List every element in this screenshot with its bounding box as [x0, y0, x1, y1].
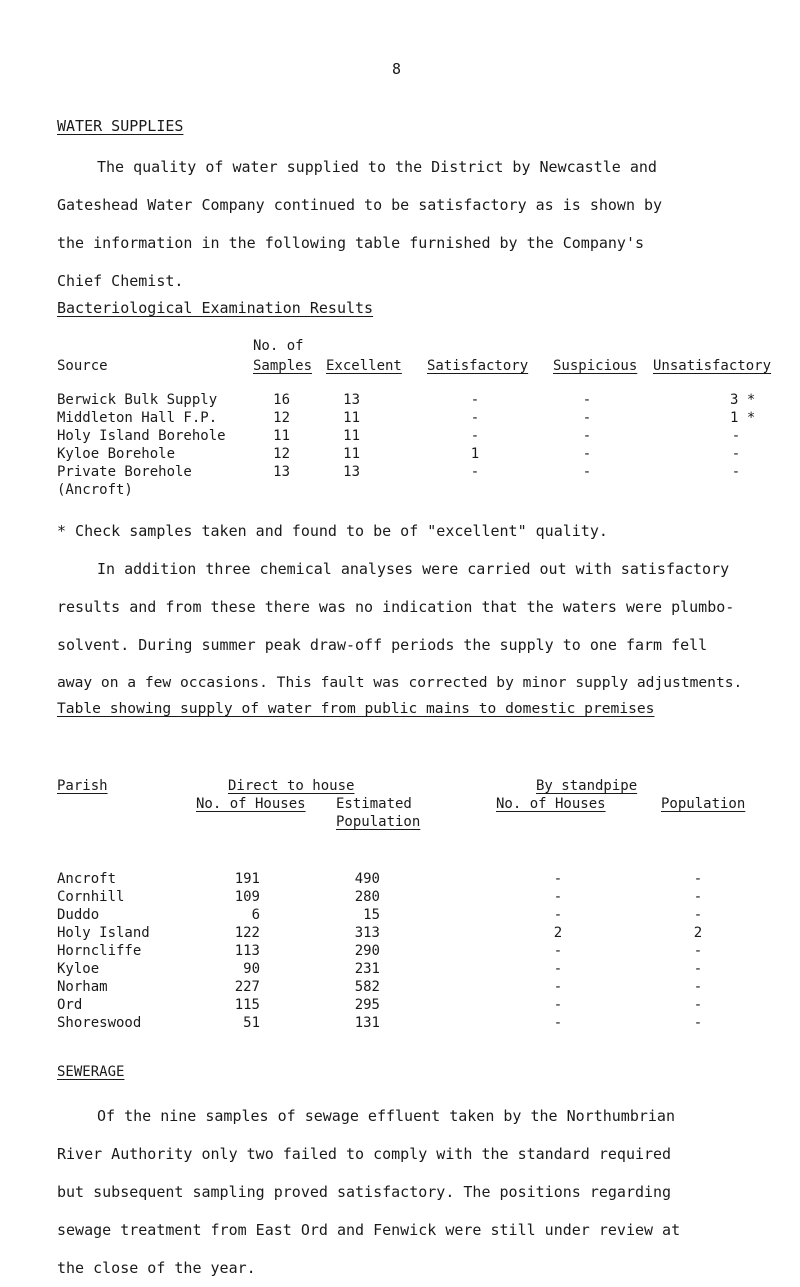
header-standpipe-houses: No. of Houses: [496, 796, 606, 812]
table-cell-sp-population: -: [693, 979, 703, 995]
table-cell-unsatisfactory: -: [731, 428, 741, 444]
intro-paragraph: [57, 148, 777, 300]
intro-line: Gateshead Water Company continued to be satisfactory as is shown by: [57, 196, 663, 214]
table-row-parish: Ancroft: [57, 871, 117, 887]
table-row-source: Berwick Bulk Supply: [57, 392, 218, 408]
table-row-parish: Shoreswood: [57, 1015, 142, 1031]
table-cell-houses: 227: [234, 979, 260, 995]
chemical-line: results and from these there was no indication that the waters were plumbo-: [57, 598, 735, 616]
table-cell-sp-houses: -: [553, 979, 563, 995]
chemical-line: solvent. During summer peak draw-off periods the supply to one farm fell: [57, 636, 708, 654]
table-cell-sp-population: -: [693, 1015, 703, 1031]
table-cell-houses: 51: [243, 1015, 260, 1031]
header-samples: Samples: [253, 358, 313, 374]
table-cell-samples: 11: [273, 428, 290, 444]
table-row-parish: Duddo: [57, 907, 100, 923]
table-cell-sp-population: -: [693, 997, 703, 1013]
header-estimated: Estimated: [336, 796, 412, 812]
table-cell-samples: 13: [273, 464, 290, 480]
bacteriological-heading: Bacteriological Examination Results: [57, 299, 374, 317]
page-number: 8: [392, 60, 402, 78]
header-suspicious: Suspicious: [553, 358, 638, 374]
sewerage-line: River Authority only two failed to comply with the standard required: [57, 1145, 672, 1163]
intro-line: the information in the following table furnished by the Company's: [57, 234, 644, 252]
table-row-source: Middleton Hall F.P.: [57, 410, 218, 426]
supply-table-rows: [0, 871, 800, 1051]
table-row-parish: Horncliffe: [57, 943, 142, 959]
chemical-line: away on a few occasions. This fault was corrected by minor supply adjustments.: [57, 674, 743, 691]
table-cell-houses: 90: [243, 961, 260, 977]
table-cell-sp-houses: -: [553, 1015, 563, 1031]
header-direct-to-house: Direct to house: [228, 778, 355, 794]
table-cell-satisfactory: -: [470, 392, 480, 408]
table-cell-excellent: 11: [343, 410, 360, 426]
footnote: * Check samples taken and found to be of "excellent" quality.: [57, 522, 608, 540]
header-unsatisfactory: Unsatisfactory: [653, 358, 772, 374]
sewerage-heading: SEWERAGE: [57, 1064, 125, 1080]
table-cell-sp-houses: -: [553, 889, 563, 905]
table-cell-sp-houses: -: [553, 997, 563, 1013]
table-cell-sp-population: -: [693, 961, 703, 977]
table-cell-sp-houses: -: [553, 943, 563, 959]
bacteriological-rows: [0, 392, 800, 512]
table-cell-unsatisfactory: -: [731, 446, 741, 462]
water-supplies-heading: WATER SUPPLIES: [57, 117, 184, 135]
header-parish: Parish: [57, 778, 108, 794]
table-cell-unsatisfactory: 1 *: [730, 410, 756, 426]
table-row-parish: Ord: [57, 997, 83, 1013]
table-cell-suspicious: -: [582, 446, 592, 462]
header-excellent: Excellent: [326, 358, 402, 374]
table-cell-sp-population: -: [693, 871, 703, 887]
table-cell-houses: 122: [234, 925, 260, 941]
table-cell-houses: 6: [251, 907, 260, 923]
table-cell-sp-houses: -: [553, 871, 563, 887]
table-cell-houses: 191: [234, 871, 260, 887]
table-cell-sp-population: -: [693, 889, 703, 905]
table-cell-excellent: 13: [343, 392, 360, 408]
table-cell-population: 15: [363, 907, 380, 923]
table-cell-population: 295: [354, 997, 380, 1013]
table-cell-suspicious: -: [582, 428, 592, 444]
table-row-parish: Holy Island: [57, 925, 150, 941]
table-cell-sp-houses: -: [553, 961, 563, 977]
sewerage-paragraph: [57, 1097, 777, 1287]
table-cell-satisfactory: -: [470, 428, 480, 444]
header-standpipe-population: Population: [661, 796, 746, 812]
supply-table-header: [0, 778, 800, 838]
table-row-parish: Kyloe: [57, 961, 100, 977]
header-no-of-houses: No. of Houses: [196, 796, 306, 812]
table-row-parish: Norham: [57, 979, 108, 995]
table-cell-population: 582: [354, 979, 380, 995]
table-cell-population: 490: [354, 871, 380, 887]
table-row-source-continued: (Ancroft): [57, 482, 133, 498]
sewerage-line: but subsequent sampling proved satisfactory. The positions regarding: [57, 1183, 672, 1201]
table-cell-population: 131: [354, 1015, 380, 1031]
table-cell-population: 231: [354, 961, 380, 977]
sewerage-line: Of the nine samples of sewage effluent taken by the Northumbrian: [97, 1107, 675, 1125]
header-population: Population: [336, 814, 421, 830]
table-cell-population: 313: [354, 925, 380, 941]
table-cell-sp-population: 2: [693, 925, 703, 941]
table-cell-samples: 16: [273, 392, 290, 408]
table-cell-excellent: 13: [343, 464, 360, 480]
table-cell-suspicious: -: [582, 392, 592, 408]
sewerage-line: the close of the year.: [57, 1259, 256, 1277]
table-cell-unsatisfactory: 3 *: [730, 392, 756, 408]
table-cell-sp-population: -: [693, 943, 703, 959]
table-row-source: Holy Island Borehole: [57, 428, 226, 444]
table-cell-satisfactory: 1: [470, 446, 480, 462]
table-cell-suspicious: -: [582, 410, 592, 426]
table-cell-sp-population: -: [693, 907, 703, 923]
table-cell-excellent: 11: [343, 428, 360, 444]
table-cell-sp-houses: 2: [553, 925, 563, 941]
table-row-parish: Cornhill: [57, 889, 125, 905]
table-cell-houses: 115: [234, 997, 260, 1013]
chemical-line: In addition three chemical analyses were carried out with satisfactory: [97, 560, 730, 578]
table-cell-samples: 12: [273, 410, 290, 426]
table-cell-sp-houses: -: [553, 907, 563, 923]
intro-line: The quality of water supplied to the District by Newcastle and: [97, 158, 657, 176]
table-cell-population: 280: [354, 889, 380, 905]
table-cell-satisfactory: -: [470, 410, 480, 426]
chemical-paragraph: [57, 512, 777, 702]
table-row-source: Private Borehole: [57, 464, 192, 480]
table-cell-population: 290: [354, 943, 380, 959]
sewerage-line: sewage treatment from East Ord and Fenwick were still under review at: [57, 1221, 681, 1239]
header-source: Source: [57, 358, 108, 374]
header-satisfactory: Satisfactory: [427, 358, 529, 374]
table-cell-excellent: 11: [343, 446, 360, 462]
intro-line: Chief Chemist.: [57, 272, 184, 290]
header-by-standpipe: By standpipe: [536, 778, 638, 794]
table-cell-samples: 12: [273, 446, 290, 462]
table-cell-houses: 109: [234, 889, 260, 905]
table-cell-satisfactory: -: [470, 464, 480, 480]
supply-table-heading: Table showing supply of water from public mains to domestic premises: [57, 700, 655, 717]
table-row-source: Kyloe Borehole: [57, 446, 176, 462]
header-no-of: No. of: [253, 338, 304, 354]
table-cell-suspicious: -: [582, 464, 592, 480]
table-cell-houses: 113: [234, 943, 260, 959]
table-cell-unsatisfactory: -: [731, 464, 741, 480]
